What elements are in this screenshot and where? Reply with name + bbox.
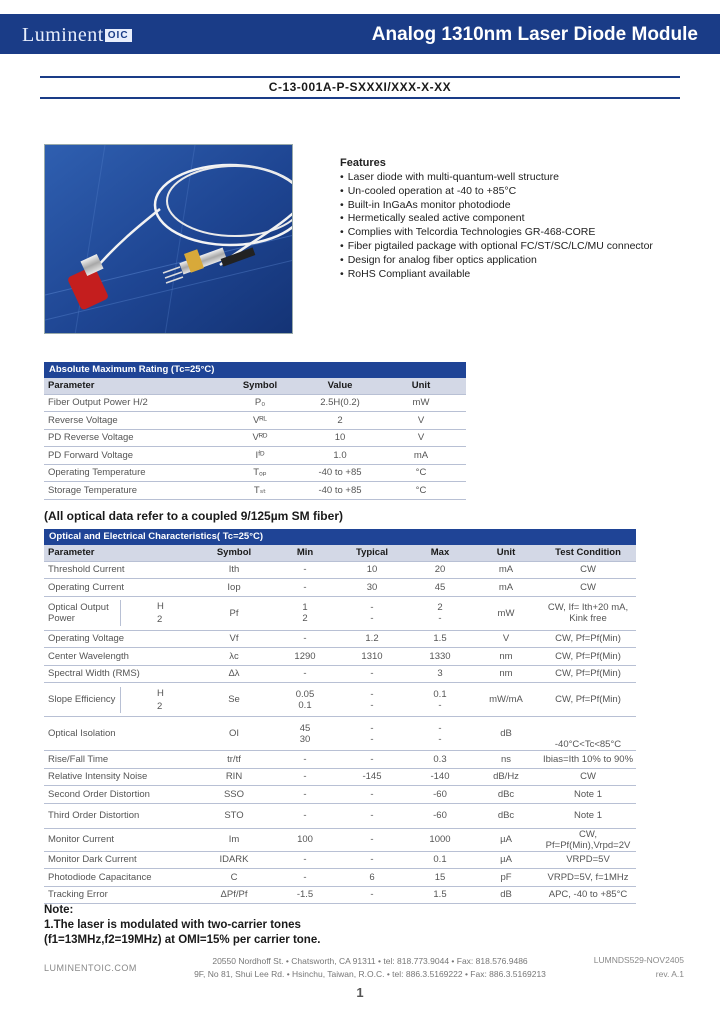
cell: -	[336, 786, 408, 804]
value: -	[438, 699, 442, 711]
cell: -	[274, 630, 336, 648]
param-name: Optical Output Power	[48, 602, 109, 624]
table-row	[44, 482, 466, 500]
cell: Iᶠᴰ	[216, 447, 304, 465]
cell: -60	[408, 803, 472, 828]
cell: Tₒₚ	[216, 464, 304, 482]
table-row	[44, 828, 636, 851]
footer-address	[170, 955, 570, 981]
absolute-maximum-rating-table	[44, 362, 466, 500]
value: 0.1	[298, 699, 312, 711]
value: 45	[299, 722, 311, 734]
cell: 1.5	[408, 630, 472, 648]
value: -	[370, 613, 374, 624]
oec-col-symbol: Symbol	[194, 545, 274, 561]
oec-col-typical: Typical	[336, 545, 408, 561]
cell: Vᴿᴸ	[216, 412, 304, 430]
cell: CW	[540, 561, 636, 579]
cell: -145	[336, 768, 408, 786]
cell: -140	[408, 768, 472, 786]
coupled-fiber-note: (All optical data refer to a coupled 9/125µm SM fiber)	[44, 509, 343, 523]
cell: CW, Pf=Pf(Min),Vrpd=2V	[540, 828, 636, 851]
cell: Ith	[194, 561, 274, 579]
cell	[408, 717, 472, 751]
cell: VRPD=5V	[540, 851, 636, 869]
cell: -	[336, 851, 408, 869]
cell: Monitor Current	[44, 828, 194, 851]
cell: mA	[472, 579, 540, 597]
amr-banner: Absolute Maximum Rating (Tc=25°C)	[44, 362, 466, 378]
amr-col-value: Value	[304, 378, 376, 394]
grade: 2	[157, 700, 163, 712]
cell: dB	[472, 717, 540, 751]
cell: Note 1	[540, 803, 636, 828]
page-title: Analog 1310nm Laser Diode Module	[371, 24, 698, 45]
cell: -60	[408, 786, 472, 804]
table-row	[44, 803, 636, 828]
table-row	[44, 579, 636, 597]
cell: 6	[336, 869, 408, 887]
cell: °C	[376, 464, 466, 482]
cell: Threshold Current	[44, 561, 194, 579]
value: 30	[299, 733, 311, 745]
features-title: Features	[340, 157, 386, 169]
cell	[408, 683, 472, 717]
product-photo	[44, 144, 293, 334]
value: 2	[302, 613, 308, 624]
cell: 2	[304, 412, 376, 430]
cell: Tₛₜ	[216, 482, 304, 500]
cell: RIN	[194, 768, 274, 786]
note-line: 1.The laser is modulated with two-carrier tones	[44, 919, 301, 931]
laser-module-illustration	[45, 145, 293, 334]
optical-electrical-table	[44, 529, 636, 904]
value: -	[370, 733, 374, 745]
cell: -1.5	[274, 886, 336, 904]
value: -	[370, 722, 374, 734]
cell: -	[274, 579, 336, 597]
cell: 2.5H(0.2)	[304, 394, 376, 412]
feature-item: • Built-in InGaAs monitor photodiode	[340, 199, 653, 213]
value: -	[370, 699, 374, 711]
cell: Δλ	[194, 665, 274, 683]
cell: ns	[472, 751, 540, 769]
cell: dB/Hz	[472, 768, 540, 786]
cell: -	[274, 768, 336, 786]
luminent-logo: Luminent OIC	[22, 22, 132, 48]
notes-title: Note:	[44, 904, 74, 916]
cell: 10	[336, 561, 408, 579]
table-row	[44, 412, 466, 430]
table-row	[44, 683, 636, 717]
cell: Iop	[194, 579, 274, 597]
cell: CW, Pf=Pf(Min)	[540, 683, 636, 717]
oec-grid	[44, 545, 636, 904]
cell: 1.2	[336, 630, 408, 648]
cell: Ibias=Ith 10% to 90%	[540, 751, 636, 769]
cell: -	[336, 665, 408, 683]
features-list	[340, 171, 653, 281]
value: -	[438, 722, 442, 734]
cell: 1290	[274, 648, 336, 666]
cell	[408, 596, 472, 630]
part-number: C-13-001A-P-SXXXI/XXX-X-XX	[268, 80, 452, 94]
cell: ΔPf/Pf	[194, 886, 274, 904]
cell: mA	[472, 561, 540, 579]
cell: CW	[540, 768, 636, 786]
cell: -40 to +85	[304, 464, 376, 482]
cell: Operating Voltage	[44, 630, 194, 648]
cell: Pf	[194, 596, 274, 630]
cell: -	[274, 851, 336, 869]
cell: V	[376, 412, 466, 430]
cell: IDARK	[194, 851, 274, 869]
cell	[44, 596, 194, 630]
param-name: Slope Efficiency	[48, 694, 116, 705]
cell: APC, -40 to +85°C	[540, 886, 636, 904]
cell: 0.1	[408, 851, 472, 869]
cell: 1310	[336, 648, 408, 666]
cell: 1330	[408, 648, 472, 666]
revision: rev. A.1	[655, 969, 684, 979]
notes	[44, 903, 320, 948]
cell: Rise/Fall Time	[44, 751, 194, 769]
cell: -	[274, 786, 336, 804]
doc-id: LUMNDS529-NOV2405	[593, 955, 684, 965]
cell: Fiber Output Power H/2	[44, 394, 216, 412]
part-rule-bottom	[40, 97, 680, 99]
cell: 1000	[408, 828, 472, 851]
cell: -	[336, 803, 408, 828]
part-rule-top	[40, 76, 680, 78]
cell: CW, Pf=Pf(Min)	[540, 665, 636, 683]
feature-item: • Un-cooled operation at -40 to +85°C	[340, 185, 653, 199]
value: 0.1	[433, 688, 447, 700]
cell: Second Order Distortion	[44, 786, 194, 804]
value: -	[438, 733, 442, 745]
cell: P₀	[216, 394, 304, 412]
grade: H	[157, 687, 164, 699]
value: -	[370, 688, 374, 700]
cell	[336, 717, 408, 751]
table-row	[44, 869, 636, 887]
cell: -	[274, 561, 336, 579]
cell: nm	[472, 665, 540, 683]
cell: µA	[472, 828, 540, 851]
feature-item: • RoHS Compliant available	[340, 268, 653, 282]
cell: Optical Isolation	[44, 717, 194, 751]
table-row	[44, 464, 466, 482]
table-row	[44, 851, 636, 869]
amr-grid	[44, 378, 466, 500]
cell: STO	[194, 803, 274, 828]
table-row	[44, 665, 636, 683]
cell: Photodiode Capacitance	[44, 869, 194, 887]
cell	[336, 596, 408, 630]
value: 0.05	[295, 688, 315, 700]
cell: Reverse Voltage	[44, 412, 216, 430]
cell: Vf	[194, 630, 274, 648]
table-row	[44, 630, 636, 648]
cell	[274, 683, 336, 717]
table-row	[44, 751, 636, 769]
cell: tr/tf	[194, 751, 274, 769]
cell: -40 to +85	[304, 482, 376, 500]
cell: -	[274, 751, 336, 769]
cell: mA	[376, 447, 466, 465]
oec-col-test-condition: Test Condition	[540, 545, 636, 561]
cell: Tracking Error	[44, 886, 194, 904]
cell: V	[376, 429, 466, 447]
value: -	[438, 613, 442, 624]
cell: Third Order Distortion	[44, 803, 194, 828]
cell: mW/mA	[472, 683, 540, 717]
cell: OI	[194, 717, 274, 751]
table-row	[44, 648, 636, 666]
cell: °C	[376, 482, 466, 500]
cell: Operating Temperature	[44, 464, 216, 482]
feature-item: • Design for analog fiber optics application	[340, 254, 653, 268]
cell	[274, 717, 336, 751]
cell: µA	[472, 851, 540, 869]
oec-banner: Optical and Electrical Characteristics( Tc=25°C)	[44, 529, 636, 545]
grade: H	[157, 601, 164, 612]
cell: λc	[194, 648, 274, 666]
cell: nm	[472, 648, 540, 666]
oec-col-max: Max	[408, 545, 472, 561]
cell: -	[336, 751, 408, 769]
cell: Relative Intensity Noise	[44, 768, 194, 786]
cell: -	[336, 828, 408, 851]
table-row	[44, 768, 636, 786]
cell: CW, If= Ith+20 mA, Kink free	[540, 596, 636, 630]
oec-header-row	[44, 545, 636, 561]
table-row	[44, 717, 636, 751]
cell: Storage Temperature	[44, 482, 216, 500]
amr-header-row	[44, 378, 466, 394]
cell: -	[274, 665, 336, 683]
cell	[274, 596, 336, 630]
note-line: (f1=13MHz,f2=19MHz) at OMI=15% per carrier tone.	[44, 934, 321, 946]
cell: -	[274, 869, 336, 887]
footer-doc-info	[594, 953, 684, 981]
cell: CW, Pf=Pf(Min)	[540, 648, 636, 666]
oec-col-unit: Unit	[472, 545, 540, 561]
feature-item: • Laser diode with multi-quantum-well structure	[340, 171, 653, 185]
cell: -	[274, 803, 336, 828]
address-line: 9F, No 81, Shui Lee Rd. • Hsinchu, Taiwan, R.O.C. • tel: 886.3.5169222 • Fax: 886.3.5169213	[194, 969, 546, 979]
cell: 30	[336, 579, 408, 597]
cell: -	[336, 886, 408, 904]
value: -	[370, 602, 374, 613]
cell: CW, Pf=Pf(Min)	[540, 630, 636, 648]
oec-col-parameter: Parameter	[44, 545, 194, 561]
cell: PD Reverse Voltage	[44, 429, 216, 447]
feature-item: • Hermetically sealed active component	[340, 212, 653, 226]
cell: mW	[472, 596, 540, 630]
amr-col-unit: Unit	[376, 378, 466, 394]
table-row	[44, 596, 636, 630]
cell: Spectral Width (RMS)	[44, 665, 194, 683]
grade: 2	[157, 614, 163, 625]
cell: VRPD=5V, f=1MHz	[540, 869, 636, 887]
value: 1	[302, 602, 308, 613]
feature-item: • Fiber pigtailed package with optional FC/ST/SC/LC/MU connector	[340, 240, 653, 254]
cell: 15	[408, 869, 472, 887]
cell: 0.3	[408, 751, 472, 769]
cell: Vᴿᴰ	[216, 429, 304, 447]
table-row	[44, 561, 636, 579]
cell: V	[472, 630, 540, 648]
cell: CW	[540, 579, 636, 597]
address-line: 20550 Nordhoff St. • Chatsworth, CA 91311 • tel: 818.773.9044 • Fax: 818.576.9486	[212, 956, 528, 966]
cell: 20	[408, 561, 472, 579]
cell: mW	[376, 394, 466, 412]
amr-col-symbol: Symbol	[216, 378, 304, 394]
table-row	[44, 786, 636, 804]
cell: dB	[472, 886, 540, 904]
cell: PD Forward Voltage	[44, 447, 216, 465]
cell: Im	[194, 828, 274, 851]
cell: 1.0	[304, 447, 376, 465]
cell: 45	[408, 579, 472, 597]
table-row	[44, 429, 466, 447]
table-row	[44, 886, 636, 904]
cell: C	[194, 869, 274, 887]
cell: SSO	[194, 786, 274, 804]
oec-col-min: Min	[274, 545, 336, 561]
footer-website[interactable]: LUMINENTOIC.COM	[44, 963, 137, 973]
cell: -40°C<Tc<85°C	[540, 717, 636, 751]
amr-col-parameter: Parameter	[44, 378, 216, 394]
cell: Operating Current	[44, 579, 194, 597]
cell: 1.5	[408, 886, 472, 904]
cell: Se	[194, 683, 274, 717]
cell: Center Wavelength	[44, 648, 194, 666]
cell: 10	[304, 429, 376, 447]
cell: 100	[274, 828, 336, 851]
cell: pF	[472, 869, 540, 887]
page-number: 1	[356, 985, 364, 1000]
cell: dBc	[472, 786, 540, 804]
table-row	[44, 394, 466, 412]
table-row	[44, 447, 466, 465]
cell: dBc	[472, 803, 540, 828]
cell	[336, 683, 408, 717]
cell: Note 1	[540, 786, 636, 804]
feature-item: • Complies with Telcordia Technologies GR-468-CORE	[340, 226, 653, 240]
value: 2	[437, 602, 443, 613]
cell: 3	[408, 665, 472, 683]
cell: Monitor Dark Current	[44, 851, 194, 869]
cell	[44, 683, 194, 717]
